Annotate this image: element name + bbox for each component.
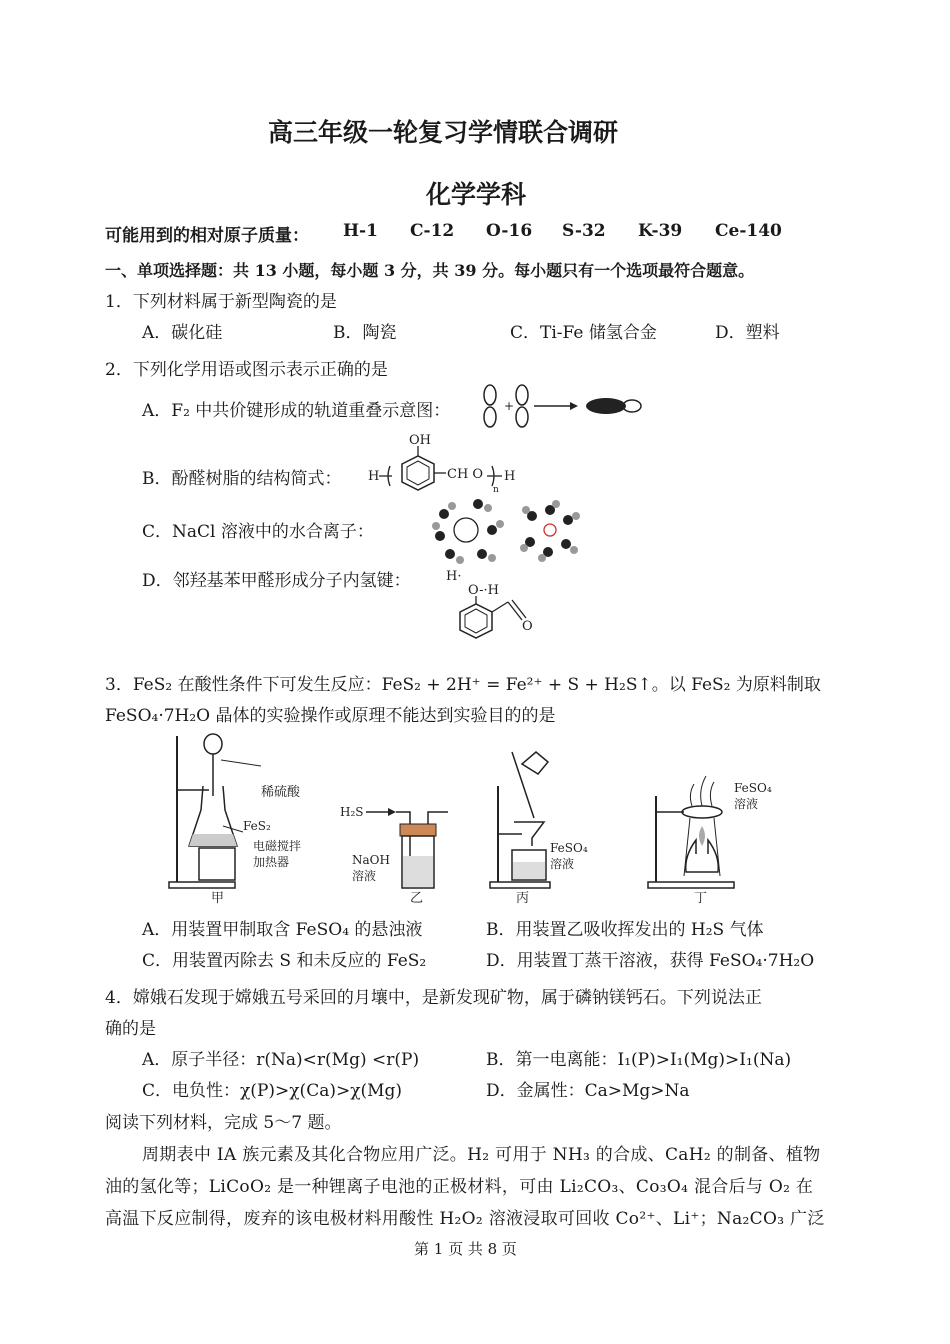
bing-solution-label-1: FeSO₄	[550, 841, 588, 855]
jia-heater-label-2: 加热器	[253, 855, 290, 869]
apparatus-yi	[338, 796, 458, 906]
q3-option-c: C．用装置丙除去 S 和未反应的 FeS₂	[142, 951, 427, 971]
q4-stem-line1: 4．嫦娥石发现于嫦娥五号采回的月壤中，是新发现矿物，属于磷钠镁钙石。下列说法正	[105, 988, 762, 1008]
yi-gas-label: H₂S	[340, 805, 364, 819]
q1-option-b: B．陶瓷	[333, 323, 397, 343]
apparatus-ding	[644, 766, 794, 906]
ding-solution-label-2: 溶液	[734, 797, 759, 811]
apparatus-bing	[488, 746, 598, 906]
q2-stem: 2．下列化学用语或图示表示正确的是	[105, 360, 388, 380]
q2-option-d: D．邻羟基苯甲醛形成分子内氢键：	[142, 571, 411, 591]
q3-option-b: B．用装置乙吸收挥发出的 H₂S 气体	[486, 920, 764, 940]
q4-option-a: A．原子半径：r(Na)<r(Mg) <r(P)	[142, 1050, 420, 1070]
q1-stem: 1．下列材料属于新型陶瓷的是	[105, 292, 337, 312]
q1-option-d: D．塑料	[715, 323, 780, 343]
phenolic-h-left: H	[368, 469, 380, 484]
jia-name: 甲	[211, 891, 225, 906]
q3-stem-line1: 3．FeS₂ 在酸性条件下可发生反应：FeS₂ + 2H⁺ = Fe²⁺ + S + H₂S↑。以 FeS₂ 为原料制取	[105, 675, 821, 695]
p-orbital-overlap-diagram	[478, 383, 648, 433]
page-title: 高三年级一轮复习学情联合调研	[268, 118, 619, 147]
q2-option-b: B．酚醛树脂的结构简式：	[142, 469, 342, 489]
reading-line-3: 高温下反应制得，废弃的该电极材料用酸性 H₂O₂ 溶液浸取可回收 Co²⁺、Li⁺；Na₂CO₃ 广泛	[105, 1209, 825, 1229]
svg-text:+: +	[504, 399, 515, 413]
atomic-mass-o: O-16	[486, 221, 533, 241]
yi-solution-label-2: 溶液	[352, 869, 377, 883]
q4-option-c: C．电负性：χ(P)>χ(Ca)>χ(Mg)	[142, 1081, 403, 1101]
yi-name: 乙	[410, 891, 424, 906]
q1-option-c: C．Ti-Fe 储氢合金	[510, 323, 657, 343]
ding-solution-label-1: FeSO₄	[734, 781, 772, 795]
hydrated-ions-diagram	[430, 496, 590, 566]
jia-acid-label: 稀硫酸	[261, 785, 301, 800]
phenolic-n: n	[493, 485, 499, 495]
atomic-mass-h: H-1	[343, 221, 378, 241]
q3-option-a: A．用装置甲制取含 FeSO₄ 的悬浊液	[142, 920, 423, 940]
atomic-mass-s: S-32	[562, 221, 606, 241]
phenolic-ch2: CH O	[447, 467, 484, 482]
q3-stem-line2: FeSO₄·7H₂O 晶体的实验操作或原理不能达到实验目的的是	[105, 706, 556, 726]
q2-option-a: A．F₂ 中共价键形成的轨道重叠示意图：	[142, 401, 451, 421]
page-number: 第 1 页 共 8 页	[414, 1240, 517, 1258]
bing-solution-label-2: 溶液	[550, 857, 575, 871]
section-heading: 一、单项选择题：共 13 小题，每小题 3 分，共 39 分。每小题只有一个选项最符合题意。	[105, 261, 755, 280]
reading-line-1: 周期表中 IA 族元素及其化合物应用广泛。H₂ 可用于 NH₃ 的合成、CaH₂ 的制备、植物	[142, 1145, 821, 1165]
atomic-mass-c: C-12	[410, 221, 455, 241]
sal-oh: O-·H	[468, 583, 499, 598]
phenolic-resin-structure	[362, 432, 532, 502]
q4-option-b: B．第一电离能：I₁(P)>I₁(Mg)>I₁(Na)	[486, 1050, 792, 1070]
salicylaldehyde-structure	[446, 562, 556, 652]
q4-option-d: D．金属性：Ca>Mg>Na	[486, 1081, 690, 1101]
jia-solid-label: FeS₂	[243, 819, 271, 833]
jia-heater-label-1: 电磁搅拌	[253, 839, 302, 853]
phenolic-h-right: H	[504, 469, 516, 484]
sal-h-top: H·	[446, 569, 462, 584]
ding-name: 丁	[694, 891, 708, 906]
bing-name: 丙	[516, 891, 530, 906]
sal-o: O	[522, 619, 533, 634]
atomic-mass-label: 可能用到的相对原子质量：	[105, 226, 309, 246]
q4-stem-line2: 确的是	[105, 1019, 156, 1039]
yi-solution-label-1: NaOH	[352, 853, 390, 867]
q1-option-a: A．碳化硅	[142, 323, 223, 343]
q2-option-c: C．NaCl 溶液中的水合离子：	[142, 522, 374, 542]
apparatus-jia	[165, 726, 325, 906]
q3-option-d: D．用装置丁蒸干溶液，获得 FeSO₄·7H₂O	[486, 951, 815, 971]
phenolic-oh: OH	[409, 433, 431, 448]
reading-line-2: 油的氢化等；LiCoO₂ 是一种锂离子电池的正极材料，可由 Li₂CO₃、Co₃O₄ 混合后与 O₂ 在	[105, 1177, 814, 1197]
reading-intro: 阅读下列材料，完成 5～7 题。	[105, 1113, 342, 1133]
subject-title: 化学学科	[426, 180, 527, 209]
atomic-mass-k: K-39	[638, 221, 683, 241]
atomic-mass-ce: Ce-140	[715, 221, 782, 241]
